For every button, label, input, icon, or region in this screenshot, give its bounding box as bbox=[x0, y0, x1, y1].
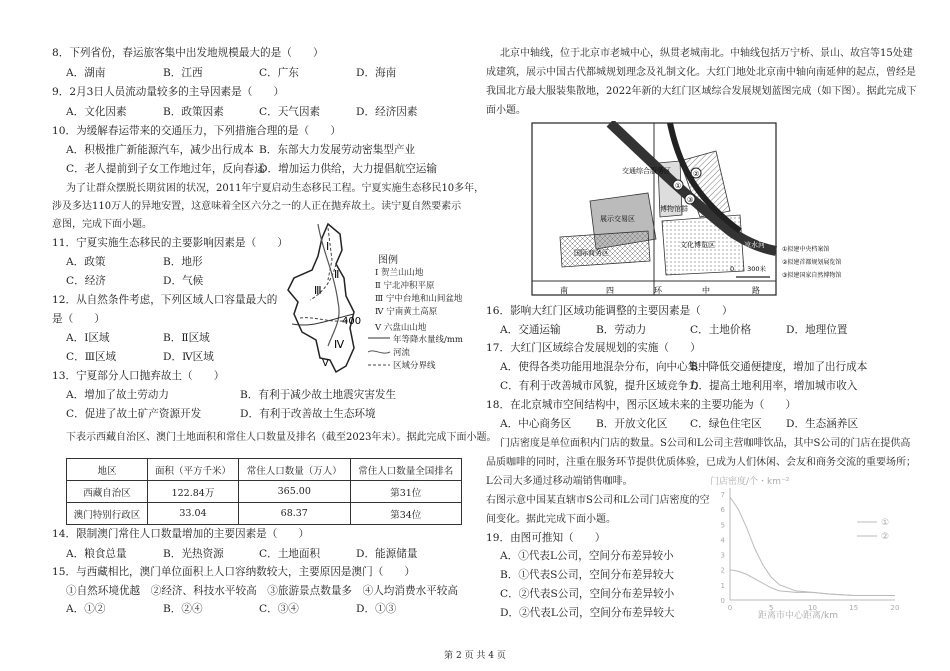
table-cell: 68.37 bbox=[239, 503, 350, 525]
table-cell: 澳门特别行政区 bbox=[67, 503, 148, 525]
population-table bbox=[66, 458, 462, 525]
q8-option[interactable]: C．广东 bbox=[259, 67, 299, 79]
x-tick-label: 0 bbox=[727, 604, 733, 612]
region-label-4: Ⅳ bbox=[334, 338, 345, 351]
q9-stem: 9．2月3日人员流动量较多的主导因素是（ ） bbox=[52, 86, 285, 98]
scale-label: 0 300米 bbox=[730, 265, 767, 273]
y-tick-label: 5 bbox=[720, 521, 725, 530]
q15-option[interactable]: C．③④ bbox=[259, 603, 299, 615]
road-label: 南 bbox=[560, 286, 568, 295]
table-cell: 第31位 bbox=[350, 481, 462, 503]
q14-stem: 14．限制澳门常住人口数量增加的主要因素是（ ） bbox=[52, 528, 310, 540]
q11-option[interactable]: A．政策 bbox=[66, 256, 106, 268]
x-tick-label: 20 bbox=[890, 604, 900, 612]
map-legend-item: Ⅲ 宁中台地和山间盆地 bbox=[375, 294, 463, 304]
legend-label-1: ① bbox=[881, 518, 890, 528]
q16-option[interactable]: B．劳动力 bbox=[596, 324, 647, 336]
map-legend-item: 年等降水量线/mm bbox=[393, 335, 463, 345]
q12-stem: 12．从自然条件考虑，下列区域人口容量最大的 bbox=[52, 294, 278, 306]
q13-option[interactable]: D．有利于改善故土生态环境 bbox=[240, 408, 376, 420]
store-density-chart bbox=[700, 472, 910, 622]
q18-option[interactable]: D．生态涵养区 bbox=[786, 418, 859, 430]
intro-beijing-1: 北京中轴线，位于北京市老城中心，纵贯老城南北。中轴线包括万宁桥、景山、故宫等15处建 bbox=[500, 48, 913, 59]
table-row bbox=[67, 503, 462, 525]
q19-option[interactable]: B．①代表S公司，空间分布差异较大 bbox=[500, 569, 674, 581]
label-display: 展示交易区 bbox=[600, 215, 635, 223]
road-label: 路 bbox=[752, 286, 760, 295]
q18-option[interactable]: A．中心商务区 bbox=[500, 418, 572, 430]
q8-option[interactable]: A．湖南 bbox=[66, 67, 106, 79]
q19-option[interactable]: A．①代表L公司，空间分布差异较小 bbox=[500, 550, 674, 562]
x-tick-label: 5 bbox=[769, 604, 774, 612]
q12-option[interactable]: B．Ⅱ区域 bbox=[163, 332, 210, 344]
q11-option[interactable]: D．气候 bbox=[163, 275, 204, 287]
q19-option[interactable]: D．②代表L公司，空间分布差异较大 bbox=[500, 607, 675, 619]
label-museums: 博物馆群 bbox=[660, 205, 688, 213]
y-tick-label: 7 bbox=[720, 491, 725, 499]
q19-option[interactable]: C．②代表S公司，空间分布差异较小 bbox=[500, 588, 675, 600]
intro-coffee-3: L公司大多通过移动端销售咖啡。 bbox=[486, 476, 633, 487]
q18-stem: 18．在北京城市空间结构中，图示区域未来的主要功能为（ ） bbox=[486, 399, 797, 411]
q10-option[interactable]: B．东部大力发展劳动密集型产业 bbox=[259, 144, 416, 156]
table-cell: 第34位 bbox=[350, 503, 462, 525]
x-tick-label: 15 bbox=[849, 604, 859, 612]
q16-stem: 16．影响大红门区域功能调整的主要因素是（ ） bbox=[486, 305, 733, 317]
q14-option[interactable]: B．光热资源 bbox=[163, 548, 224, 560]
map-legend-item: Ⅱ 宁北冲积平原 bbox=[375, 281, 435, 291]
y-tick-label: 2 bbox=[720, 566, 725, 575]
table-cell: 33.04 bbox=[147, 503, 238, 525]
q15-stem: 15．与西藏相比，澳门单位面积上人口容纳数较大，主要原因是澳门（ ） bbox=[52, 566, 416, 578]
q17-option[interactable]: C．有利于改善城市风貌，提升区域竞争力 bbox=[500, 380, 699, 392]
q16-option[interactable]: D．地理位置 bbox=[786, 324, 848, 336]
table-header: 面积（平方千米） bbox=[147, 459, 238, 481]
intro-coffee-4: 右图示意中国某直辖市S公司和L公司门店密度的空 bbox=[486, 495, 710, 506]
intro-coffee-2: 品质咖啡的同时，注重在服务环节提供优质体验，已成为人们休闲、会友和商务交流的重要场所； bbox=[486, 457, 916, 468]
q12-stem-cont: 是（ ） bbox=[52, 313, 105, 325]
map-legend-item: Ⅴ 六盘山山地 bbox=[375, 323, 427, 333]
map-legend-title: 图例 bbox=[378, 255, 398, 266]
y-tick-label: 0 bbox=[720, 597, 725, 605]
y-tick-label: 4 bbox=[720, 536, 725, 545]
label-culture: 文化博览区 bbox=[680, 241, 715, 249]
table-header: 地区 bbox=[67, 459, 148, 481]
table-cell: 122.84万 bbox=[147, 481, 238, 503]
q9-option[interactable]: B．政策因素 bbox=[163, 106, 224, 118]
chart-x-label: 距离市中心距离/km bbox=[758, 611, 839, 621]
chart-y-label: 门店密度/个・km⁻² bbox=[710, 477, 790, 487]
legend-line-symbols bbox=[368, 333, 392, 373]
map-legend-item: 区域分界线 bbox=[393, 361, 436, 371]
intro-beijing-4: 面小题。 bbox=[486, 105, 526, 116]
road-label: 四 bbox=[606, 286, 614, 295]
q13-option[interactable]: B．有利于减少故土地震灾害发生 bbox=[240, 389, 397, 401]
intro-coffee-1: 门店密度是单位面积内门店的数量。S公司和L公司主营咖啡饮品，其中S公司的门店在提供高 bbox=[500, 438, 911, 449]
q15-items: ①自然环境优越 ②经济、科技水平较高 ③旅游景点数量多 ④人均消费水平较高 bbox=[66, 585, 458, 597]
table-header-row bbox=[67, 459, 462, 481]
road-label: 中 bbox=[702, 286, 710, 295]
plan-note: ③拟建国家自然博物馆 bbox=[782, 272, 842, 279]
table-cell: 365.00 bbox=[239, 481, 350, 503]
q8-option[interactable]: D．海南 bbox=[356, 67, 397, 79]
river-symbol bbox=[368, 351, 390, 353]
table-header: 常住人口数量全国排名 bbox=[350, 459, 462, 481]
intro-beijing-2: 成建筑，展示中国古代都城规划理念及礼制文化。大红门地处北京南中轴向南延伸的起点，曾经是 bbox=[486, 67, 916, 78]
q10-option[interactable]: A．积极推广新能源汽车，减少出行成本 bbox=[66, 144, 254, 156]
q10-stem: 10．为缓解春运带来的交通压力，下列措施合理的是（ ） bbox=[52, 125, 341, 137]
q8-option[interactable]: B．江西 bbox=[163, 67, 203, 79]
x-tick-label: 10 bbox=[808, 604, 817, 612]
dahongmen-plan bbox=[530, 121, 910, 299]
intro-ningxia-2: 涉及多达110万人的异地安置，这意味着全区六分之一的人正在抛弃故土。读宁夏自然要素示 bbox=[52, 201, 462, 212]
q17-option[interactable]: A．使得各类功能用地混杂分布，向中心集中 bbox=[500, 361, 709, 373]
intro-beijing-3: 我国北方最大服装集散地，2022年新的大红门区域综合发展规划蓝图完成（如下图）。据此完成下 bbox=[486, 86, 917, 97]
q8-stem: 8．下列省份，春运旅客集中出发地规模最大的是（ ） bbox=[52, 47, 324, 59]
y-tick-label: 1 bbox=[720, 581, 725, 590]
q9-option[interactable]: A．文化因素 bbox=[66, 106, 127, 118]
intro-ningxia-1: 为了让群众摆脱长期贫困的状况，2011年宁夏启动生态移民工程。宁夏实施生态移民10多年， bbox=[66, 183, 485, 194]
map-legend-item: Ⅳ 宁南黄土高原 bbox=[375, 307, 438, 317]
intro-ningxia-3: 意图，完成下面小题。 bbox=[52, 219, 152, 230]
marker-2-label: ② bbox=[693, 170, 700, 178]
region-label-2: Ⅱ bbox=[334, 268, 340, 281]
q16-option[interactable]: C．土地价格 bbox=[690, 324, 752, 336]
q13-stem: 13．宁夏部分人口抛弃故土（ ） bbox=[52, 370, 225, 382]
q10-option[interactable]: D．增加运力供给，大力提倡航空运输 bbox=[259, 163, 437, 175]
map-legend-item: Ⅰ 贺兰山山地 bbox=[375, 268, 424, 278]
q17-option[interactable]: D．提高土地利用率，增加城市收入 bbox=[690, 380, 858, 392]
y-tick-label: 3 bbox=[720, 551, 725, 560]
legend-label-2: ② bbox=[881, 532, 890, 542]
series-line-1 bbox=[730, 497, 895, 595]
q11-option[interactable]: C．经济 bbox=[66, 275, 106, 287]
y-tick-label: 6 bbox=[720, 506, 725, 515]
plan-note: ①拟建中央档案馆 bbox=[782, 246, 830, 253]
q12-option[interactable]: D．Ⅳ区域 bbox=[163, 351, 214, 363]
q15-option[interactable]: D．①③ bbox=[356, 603, 397, 615]
isohyet-value: 400 bbox=[342, 316, 362, 327]
q11-stem: 11．宁夏实施生态移民的主要影响因素是（ ） bbox=[52, 237, 288, 249]
q18-option[interactable]: C．绿色住宅区 bbox=[690, 418, 762, 430]
q9-option[interactable]: D．经济因素 bbox=[356, 106, 418, 118]
label-intl: 国际商务区 bbox=[574, 249, 609, 257]
q15-option[interactable]: B．②④ bbox=[163, 603, 203, 615]
q19-stem: 19．由图可推知（ ） bbox=[486, 532, 606, 544]
q13-option[interactable]: C．促进了故土矿产资源开发 bbox=[66, 408, 202, 420]
table-row bbox=[67, 481, 462, 503]
chart-axes bbox=[721, 488, 900, 612]
region-label-5: Ⅴ bbox=[322, 358, 329, 369]
intro-table: 下表示西藏自治区、澳门土地面积和常住人口数量及排名（截至2023年末）。据此完成下面小题。 bbox=[66, 432, 497, 443]
road-label: 环 bbox=[654, 286, 662, 295]
q14-option[interactable]: C．土地面积 bbox=[259, 548, 321, 560]
label-river: 凉水河 bbox=[744, 241, 765, 249]
q11-option[interactable]: B．地形 bbox=[163, 256, 203, 268]
q9-option[interactable]: C．天气因素 bbox=[259, 106, 321, 118]
marker-3-label: ③ bbox=[687, 196, 694, 204]
q14-option[interactable]: D．能源储量 bbox=[356, 548, 418, 560]
table-cell: 西藏自治区 bbox=[67, 481, 148, 503]
series-line-2 bbox=[730, 570, 895, 596]
q15-option[interactable]: A．①② bbox=[66, 603, 106, 615]
intro-coffee-5: 间变化。据此完成下面小题。 bbox=[486, 514, 616, 525]
q13-option[interactable]: A．增加了故土劳动力 bbox=[66, 389, 169, 401]
q12-option[interactable]: C．Ⅲ区域 bbox=[66, 351, 117, 363]
q14-option[interactable]: A．粮食总量 bbox=[66, 548, 127, 560]
q17-stem: 17．大红门区域综合发展规划的实施（ ） bbox=[486, 342, 701, 354]
q18-option[interactable]: B．开放文化区 bbox=[596, 418, 668, 430]
page-footer: 第 2 页 共 4 页 bbox=[444, 651, 506, 661]
q17-option[interactable]: B．降低交通便捷度，增加了出行成本 bbox=[690, 361, 868, 373]
label-transport: 交通综合服务区 bbox=[622, 167, 671, 175]
region-label-1: Ⅰ bbox=[326, 240, 330, 253]
region-label-3: Ⅲ bbox=[314, 284, 322, 297]
map-legend-item: 河流 bbox=[393, 348, 411, 358]
chart-series bbox=[730, 497, 895, 595]
q10-option[interactable]: C．老人提前到子女工作地过年，反向春运 bbox=[66, 163, 265, 175]
marker-1-label: ① bbox=[675, 182, 682, 190]
plan-note: ②拟建首都规划展览馆 bbox=[782, 259, 842, 266]
q16-option[interactable]: A．交通运输 bbox=[500, 324, 561, 336]
q12-option[interactable]: A．Ⅰ区域 bbox=[66, 332, 110, 344]
table-header: 常住人口数量（万人） bbox=[239, 459, 350, 481]
